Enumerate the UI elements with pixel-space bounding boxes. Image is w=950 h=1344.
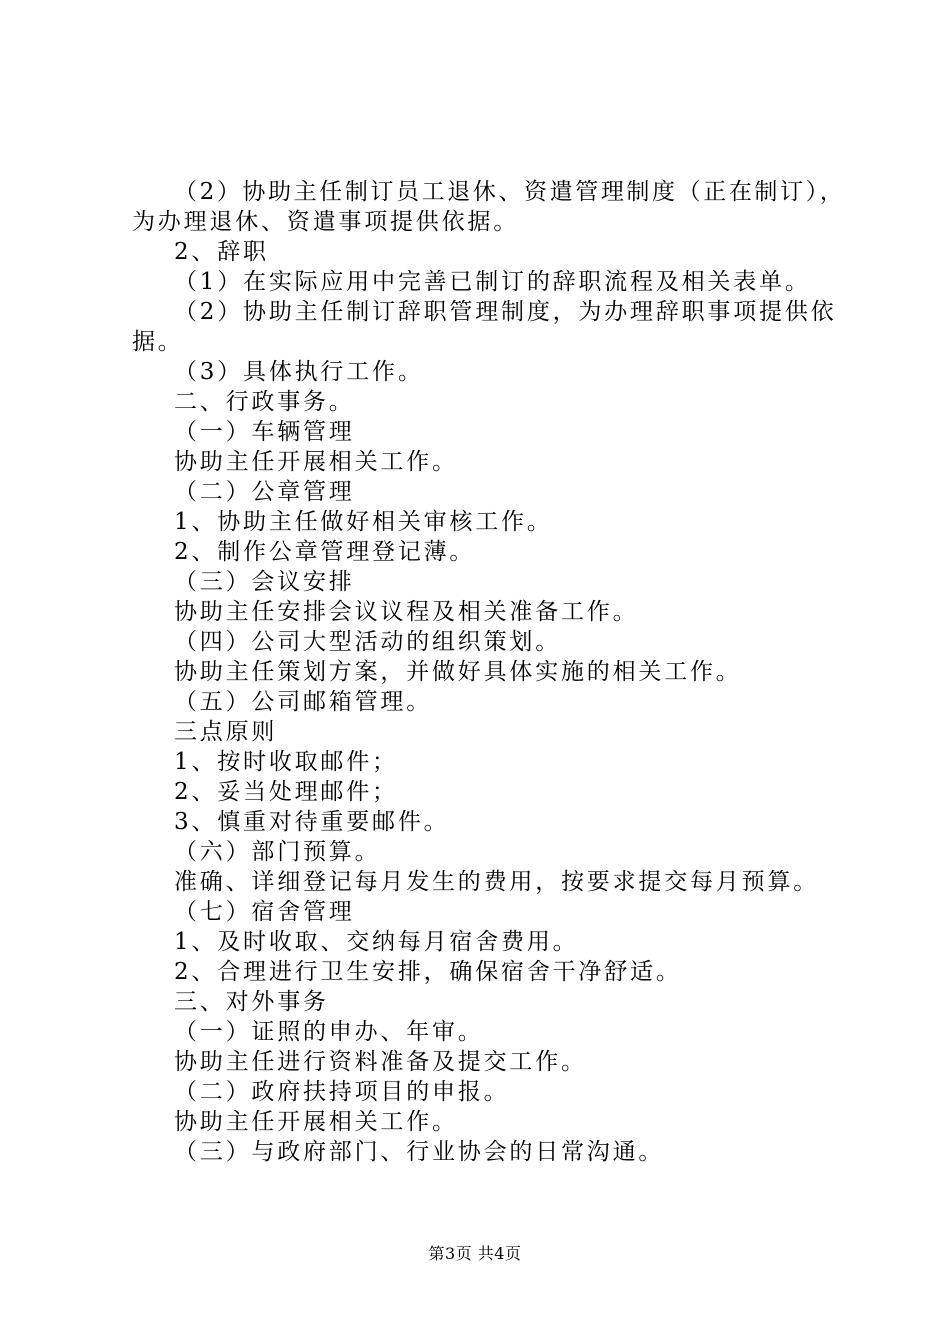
text-line: （3）具体执行工作。: [174, 359, 424, 385]
text-line: 1、按时收取邮件；: [174, 749, 398, 775]
text-line: 1、协助主任做好相关审核工作。: [174, 509, 553, 535]
document-body: [132, 177, 847, 1167]
text-line: （三）与政府部门、行业协会的日常沟通。: [174, 1139, 665, 1165]
text-line: （五）公司邮箱管理。: [174, 689, 432, 715]
text-line: 三点原则: [174, 719, 278, 745]
text-line: 为办理退休、资遣事项提供依据。: [132, 209, 519, 235]
text-line: 2、制作公章管理登记薄。: [174, 539, 476, 565]
text-line: （六）部门预算。: [174, 839, 381, 865]
text-line: 协助主任开展相关工作。: [174, 449, 458, 475]
text-line: 2、辞职: [174, 239, 269, 265]
page-footer: 第3页 共4页: [428, 1244, 522, 1263]
text-line: （七）宿舍管理: [174, 899, 355, 925]
text-line: 二、行政事务。: [174, 389, 355, 415]
text-line: 三、对外事务: [174, 989, 329, 1015]
text-line: （一）车辆管理: [174, 419, 355, 445]
text-line: （2）协助主任制订辞职管理制度，为办理辞职事项提供依: [174, 299, 837, 325]
text-line: 据。: [132, 329, 184, 355]
text-line: （四）公司大型活动的组织策划。: [174, 629, 561, 655]
text-line: （一）证照的申办、年审。: [174, 1019, 484, 1045]
text-line: 1、及时收取、交纳每月宿舍费用。: [174, 929, 579, 955]
text-line: （1）在实际应用中完善已制订的辞职流程及相关表单。: [174, 269, 811, 295]
text-line: 准确、详细登记每月发生的费用，按要求提交每月预算。: [174, 869, 819, 895]
text-line: （2）协助主任制订员工退休、资遣管理制度（正在制订），: [174, 179, 846, 205]
text-line: 协助主任开展相关工作。: [174, 1109, 458, 1135]
text-line: 2、合理进行卫生安排，确保宿舍干净舒适。: [174, 959, 682, 985]
text-line: 协助主任安排会议议程及相关准备工作。: [174, 599, 639, 625]
text-line: 协助主任进行资料准备及提交工作。: [174, 1049, 587, 1075]
text-line: （三）会议安排: [174, 569, 355, 595]
text-line: 3、慎重对待重要邮件。: [174, 809, 450, 835]
text-line: 协助主任策划方案，并做好具体实施的相关工作。: [174, 659, 742, 685]
text-line: （二）政府扶持项目的申报。: [174, 1079, 510, 1105]
text-line: 2、妥当处理邮件；: [174, 779, 398, 805]
text-line: （二）公章管理: [174, 479, 355, 505]
